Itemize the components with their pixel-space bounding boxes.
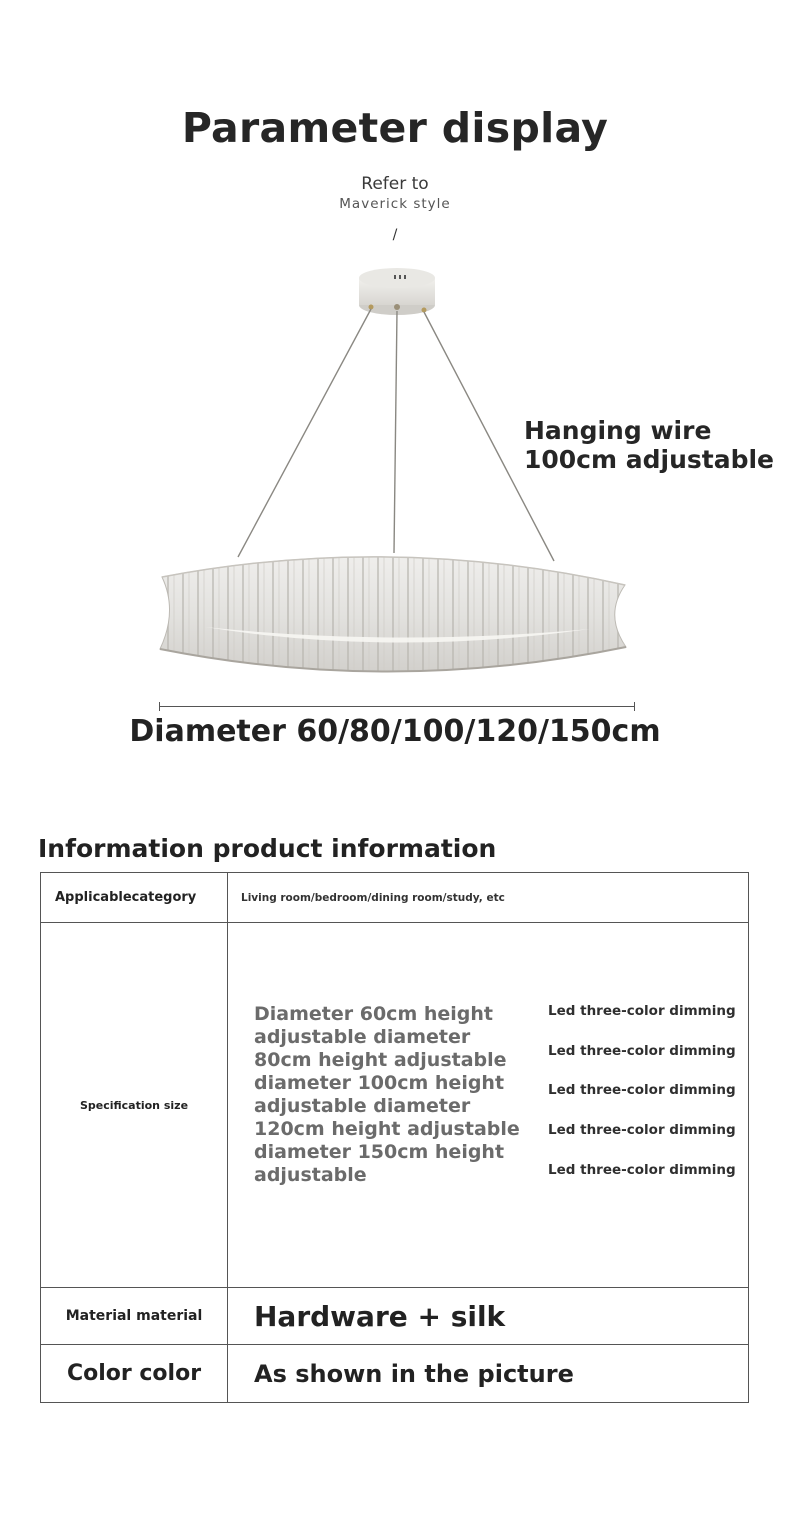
product-info-table [40, 872, 749, 1403]
list-item: Led three-color dimming [548, 1082, 736, 1099]
hanging-wires [238, 309, 554, 561]
list-item: Led three-color dimming [548, 1003, 736, 1019]
diameter-dimension-line [159, 706, 635, 707]
refer-label: Refer to [361, 174, 429, 194]
style-name: Maverick style [339, 196, 451, 212]
spec-sizes-text: Diameter 60cm height adjustable diameter 80cm height adjustable diameter 100cm height adjustable diameter 120cm height adjustable diameter 150cm height adjustable [254, 1003, 520, 1186]
spec-label: Specification size [41, 923, 228, 1288]
table-row [41, 923, 749, 1288]
category-label: Applicablecategory [41, 873, 228, 923]
spec-value-cell [228, 923, 749, 1288]
list-item: Led three-color dimming [548, 1042, 736, 1059]
material-label: Material material [41, 1288, 228, 1345]
table-row [41, 873, 749, 923]
ring-shade [160, 557, 626, 672]
category-value: Living room/bedroom/dining room/study, etc [228, 873, 749, 923]
list-item: Led three-color dimming [548, 1122, 736, 1139]
divider-slash: / [392, 227, 398, 243]
info-heading: Information product information [38, 834, 497, 863]
table-row [41, 1288, 749, 1345]
color-value: As shown in the picture [228, 1345, 749, 1403]
material-value: Hardware + silk [228, 1288, 749, 1345]
wire-note-line2: 100cm adjustable [524, 445, 775, 474]
color-label: Color color [41, 1345, 228, 1403]
wire-note-line1: Hanging wire [524, 416, 712, 445]
diameter-caption: Diameter 60/80/100/120/150cm [129, 714, 661, 749]
page-title: Parameter display [181, 104, 609, 152]
list-item: Led three-color dimming [548, 1161, 736, 1178]
ceiling-canopy [359, 268, 435, 315]
table-row [41, 1345, 749, 1403]
hanging-wire-note [524, 416, 784, 474]
dimming-list [548, 1003, 748, 1201]
